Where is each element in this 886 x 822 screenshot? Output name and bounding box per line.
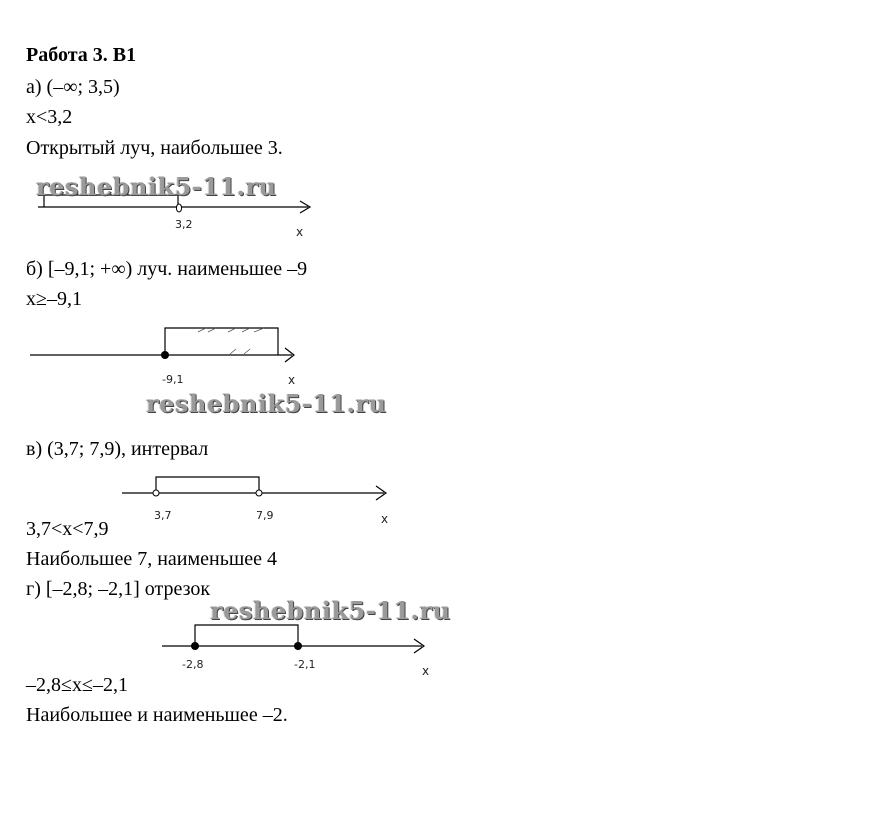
- open-point-3-7: [153, 490, 159, 496]
- part-b-inequality: x≥–9,1: [26, 288, 82, 310]
- part-c-inequality: 3,7<x<7,9: [26, 518, 109, 540]
- axis-label-c: x: [381, 512, 389, 526]
- open-point-3-2: [176, 204, 181, 212]
- point-label-minus-2-1: -2,1: [294, 658, 316, 671]
- closed-point-minus-9-1: [161, 351, 169, 359]
- axis-label-b: x: [288, 373, 296, 387]
- number-line-b: [30, 320, 310, 395]
- part-a-interval: а) (–∞; 3,5): [26, 76, 120, 98]
- closed-point-minus-2-1: [294, 642, 302, 650]
- point-label-3-7: 3,7: [154, 509, 172, 522]
- part-d-inequality: –2,8≤x≤–2,1: [26, 674, 128, 696]
- part-a-description: Открытый луч, наибольшее 3.: [26, 137, 283, 159]
- number-line-c: [120, 475, 400, 530]
- closed-point-minus-2-8: [191, 642, 199, 650]
- watermark-2: reshebnik5-11.ru: [146, 389, 387, 418]
- number-line-d: [160, 620, 440, 680]
- part-c-description: Наибольшее 7, наименьшее 4: [26, 548, 277, 570]
- point-label-7-9: 7,9: [256, 509, 274, 522]
- part-a-inequality: x<3,2: [26, 106, 73, 128]
- part-d-description: Наибольшее и наименьшее –2.: [26, 704, 288, 726]
- part-c-interval: в) (3,7; 7,9), интервал: [26, 438, 209, 460]
- axis-label-a: x: [296, 225, 304, 239]
- axis-label-d: x: [422, 664, 430, 678]
- part-b-interval: б) [–9,1; +∞) луч. наименьшее –9: [26, 258, 308, 280]
- watermark-1: reshebnik5-11.ru: [36, 172, 277, 201]
- point-label-3-2: 3,2: [175, 218, 193, 231]
- watermark-3: reshebnik5-11.ru: [210, 596, 451, 625]
- part-d-interval: г) [–2,8; –2,1] отрезок: [26, 578, 211, 600]
- point-label-minus-2-8: -2,8: [182, 658, 204, 671]
- point-label-minus-9-1: -9,1: [162, 373, 184, 386]
- open-point-7-9: [256, 490, 262, 496]
- document-title: Работа 3. В1: [26, 44, 137, 66]
